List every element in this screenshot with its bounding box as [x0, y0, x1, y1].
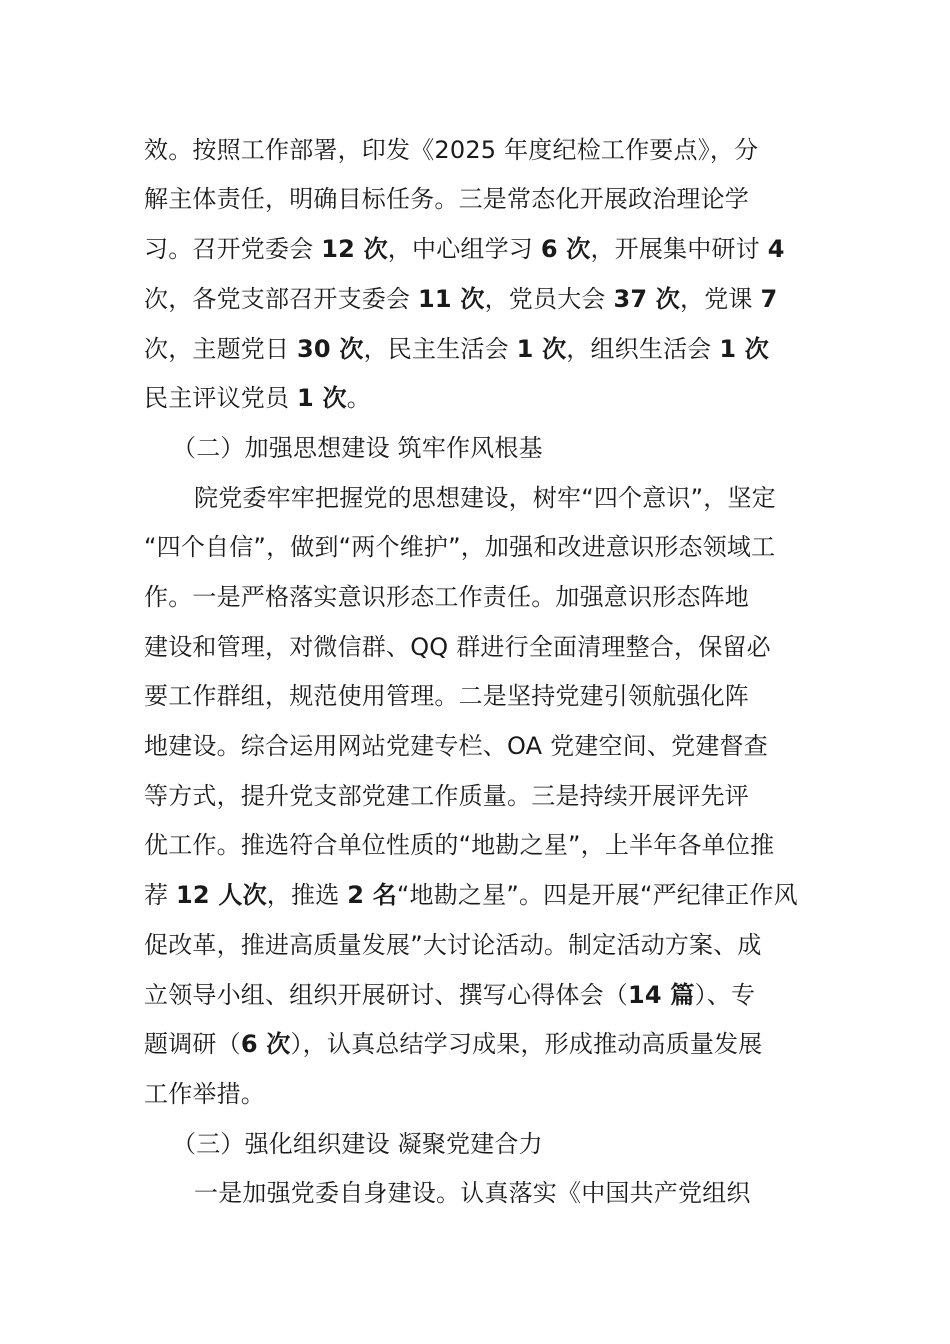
text-line: 要工作群组，规范使用管理。二是坚持党建引领航强化阵 [144, 682, 749, 710]
section-heading-2: （二）加强思想建设 筑牢作风根基 [172, 434, 543, 462]
text-line: 工作举措。 [144, 1080, 265, 1108]
text-line: 题调研（6 次），认真总结学习成果，形成推动高质量发展 [144, 1030, 763, 1058]
paragraph-first-line: 一是加强党委自身建设。认真落实《中国共产党组织 [194, 1179, 751, 1207]
text-line: 等方式，提升党支部党建工作质量。三是持续开展评先评 [144, 782, 749, 810]
text-line: 优工作。推选符合单位性质的“地勘之星”，上半年各单位推 [144, 831, 775, 859]
text-line: “四个自信”，做到“两个维护”，加强和改进意识形态领域工 [144, 533, 776, 561]
text-line: 习。召开党委会 12 次，中心组学习 6 次，开展集中研讨 4 [144, 235, 785, 263]
text-line: 民主评议党员 1 次。 [144, 384, 371, 412]
text-line: 荐 12 人次，推选 2 名“地勘之星”。四是开展“严纪律正作风 [144, 881, 798, 909]
text-line: 促改革，推进高质量发展”大讨论活动。制定活动方案、成 [144, 931, 762, 959]
text-line: 立领导小组、组织开展研讨、撰写心得体会（14 篇）、专 [144, 981, 756, 1009]
text-line: 次，各党支部召开支委会 11 次，党员大会 37 次，党课 7 [144, 285, 778, 313]
text-line: 次，主题党日 30 次，民主生活会 1 次，组织生活会 1 次 [144, 335, 769, 363]
paragraph-first-line: 院党委牢牢把握党的思想建设，树牢“四个意识”，坚定 [194, 484, 776, 512]
text-line: 地建设。综合运用网站党建专栏、OA 党建空间、党建督查 [144, 732, 768, 760]
section-heading-3: （三）强化组织建设 凝聚党建合力 [172, 1130, 543, 1158]
text-line: 解主体责任，明确目标任务。三是常态化开展政治理论学 [144, 185, 749, 213]
text-line: 作。一是严格落实意识形态工作责任。加强意识形态阵地 [144, 583, 749, 611]
text-line: 建设和管理，对微信群、QQ 群进行全面清理整合，保留必 [144, 633, 771, 661]
text-line: 效。按照工作部署，印发《2025 年度纪检工作要点》，分 [144, 136, 759, 164]
